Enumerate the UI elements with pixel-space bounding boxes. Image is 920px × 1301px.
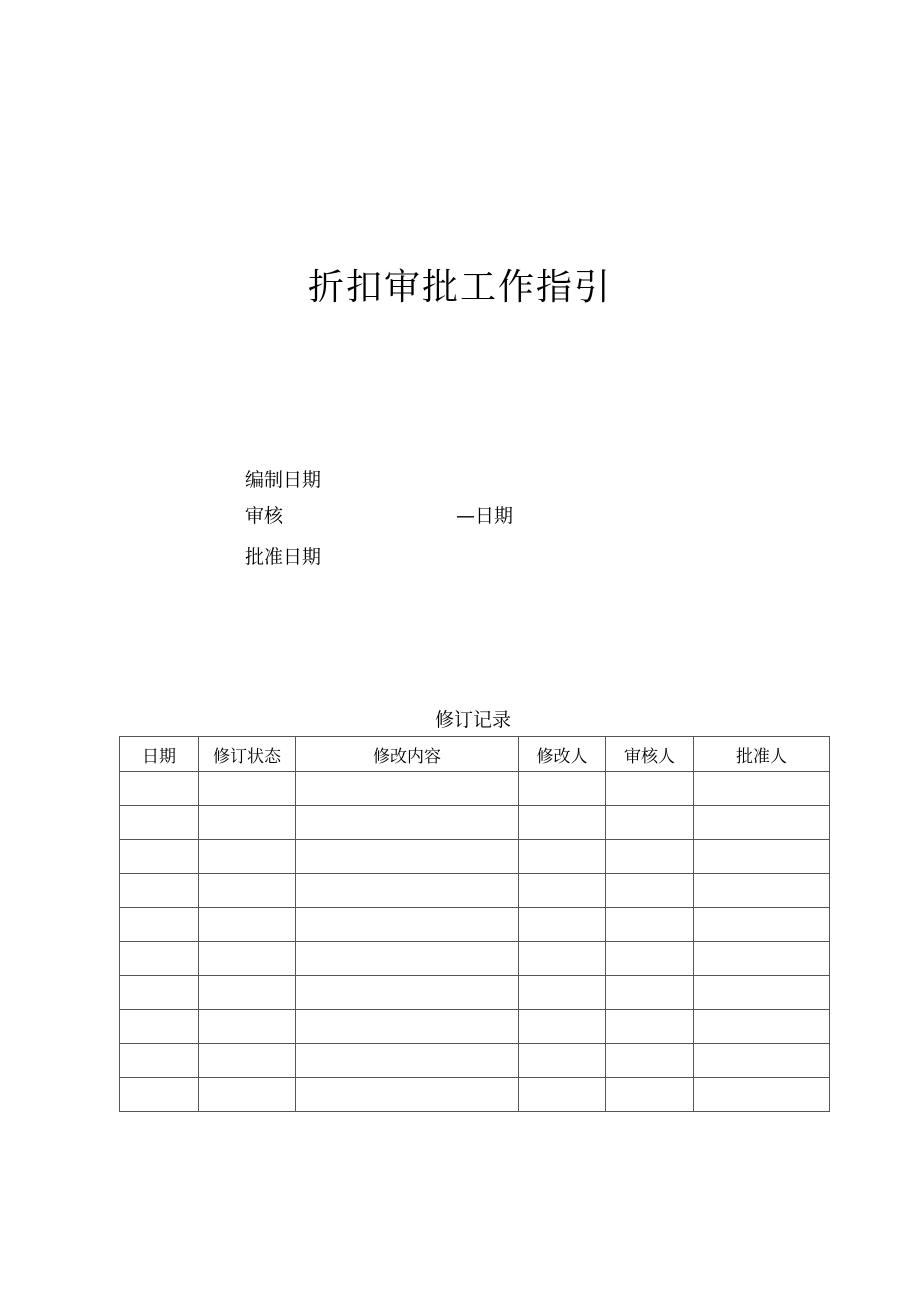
table-row	[120, 1010, 830, 1044]
table-cell	[519, 908, 606, 942]
table-cell	[519, 806, 606, 840]
table-cell	[120, 908, 199, 942]
document-title: 折扣审批工作指引	[307, 267, 612, 308]
table-cell	[606, 908, 694, 942]
table-cell	[296, 1010, 519, 1044]
table-cell	[199, 840, 296, 874]
table-cell	[519, 1010, 606, 1044]
table-cell	[120, 942, 199, 976]
revision-record-title: 修订记录	[434, 709, 511, 731]
revision-table-body	[120, 772, 830, 1112]
table-cell	[120, 1078, 199, 1112]
table-cell	[199, 1078, 296, 1112]
table-cell	[296, 1044, 519, 1078]
approve-date-label: 批准日期	[245, 546, 322, 568]
table-cell	[296, 806, 519, 840]
table-cell	[199, 1044, 296, 1078]
table-cell	[519, 1078, 606, 1112]
table-cell	[694, 1044, 830, 1078]
table-cell	[694, 1010, 830, 1044]
table-cell	[296, 976, 519, 1010]
table-cell	[296, 874, 519, 908]
table-cell	[694, 772, 830, 806]
table-cell	[120, 976, 199, 1010]
table-cell	[120, 806, 199, 840]
column-header-change-content: 修改内容	[296, 737, 519, 772]
table-cell	[199, 806, 296, 840]
table-header-row	[120, 737, 830, 772]
table-cell	[606, 976, 694, 1010]
table-row	[120, 806, 830, 840]
table-cell	[606, 806, 694, 840]
review-label: 审核	[245, 505, 284, 527]
table-cell	[120, 874, 199, 908]
column-header-revision-status: 修订状态	[199, 737, 296, 772]
table-cell	[120, 1044, 199, 1078]
table-cell	[519, 942, 606, 976]
table-cell	[519, 874, 606, 908]
table-cell	[199, 874, 296, 908]
table-row	[120, 840, 830, 874]
table-cell	[606, 1010, 694, 1044]
table-cell	[606, 942, 694, 976]
table-cell	[606, 1044, 694, 1078]
table-cell	[606, 874, 694, 908]
table-cell	[694, 908, 830, 942]
table-row	[120, 1078, 830, 1112]
table-row	[120, 772, 830, 806]
table-row	[120, 976, 830, 1010]
table-cell	[519, 1044, 606, 1078]
table-cell	[519, 976, 606, 1010]
table-cell	[694, 874, 830, 908]
table-row	[120, 942, 830, 976]
table-cell	[519, 840, 606, 874]
column-header-date: 日期	[120, 737, 199, 772]
table-cell	[120, 1010, 199, 1044]
table-cell	[199, 908, 296, 942]
compile-date-label: 编制日期	[245, 469, 322, 491]
table-cell	[296, 772, 519, 806]
table-cell	[694, 806, 830, 840]
table-cell	[606, 772, 694, 806]
table-cell	[694, 976, 830, 1010]
table-cell	[694, 840, 830, 874]
table-cell	[519, 772, 606, 806]
table-cell	[694, 1078, 830, 1112]
table-cell	[199, 976, 296, 1010]
column-header-reviewed-by: 审核人	[606, 737, 694, 772]
review-date-label: —日期	[456, 505, 514, 527]
table-row	[120, 874, 830, 908]
table-cell	[606, 840, 694, 874]
table-cell	[296, 1078, 519, 1112]
table-cell	[199, 1010, 296, 1044]
column-header-modified-by: 修改人	[519, 737, 606, 772]
table-cell	[296, 908, 519, 942]
table-cell	[199, 942, 296, 976]
revision-record-table	[119, 736, 830, 1112]
table-cell	[296, 942, 519, 976]
table-cell	[120, 772, 199, 806]
table-cell	[296, 840, 519, 874]
table-row	[120, 908, 830, 942]
table-cell	[199, 772, 296, 806]
table-row	[120, 1044, 830, 1078]
table-cell	[120, 840, 199, 874]
table-cell	[694, 942, 830, 976]
table-cell	[606, 1078, 694, 1112]
column-header-approved-by: 批准人	[694, 737, 830, 772]
